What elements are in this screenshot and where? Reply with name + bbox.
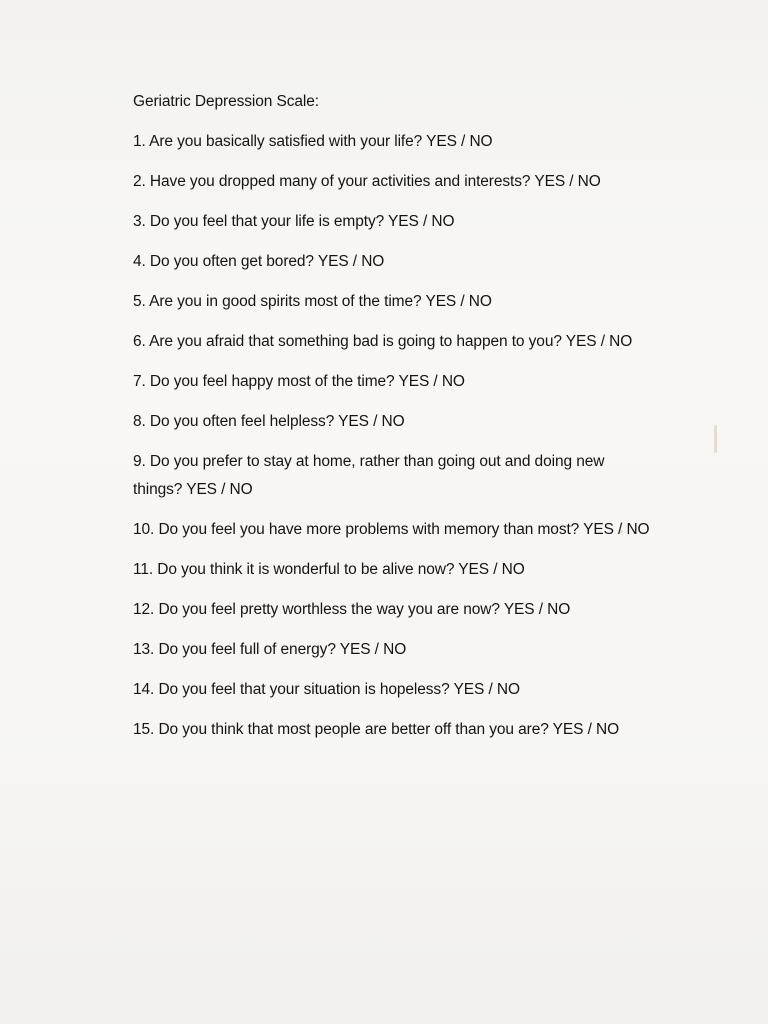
paper-mark (714, 425, 717, 453)
question-11: 11. Do you think it is wonderful to be alive now? YES / NO (133, 561, 525, 578)
question-1: 1. Are you basically satisfied with your life? YES / NO (133, 133, 493, 150)
document-title: Geriatric Depression Scale: (133, 93, 319, 110)
question-12: 12. Do you feel pretty worthless the way you are now? YES / NO (133, 601, 571, 618)
question-7: 7. Do you feel happy most of the time? YES / NO (133, 373, 465, 390)
question-2: 2. Have you dropped many of your activities and interests? YES / NO (133, 173, 601, 190)
question-15: 15. Do you think that most people are better off than you are? YES / NO (133, 721, 620, 738)
question-5: 5. Are you in good spirits most of the time? YES / NO (133, 293, 492, 310)
question-14: 14. Do you feel that your situation is hopeless? YES / NO (133, 681, 520, 698)
question-8: 8. Do you often feel helpless? YES / NO (133, 413, 405, 430)
question-10: 10. Do you feel you have more problems with memory than most? YES / NO (133, 521, 650, 538)
question-6: 6. Are you afraid that something bad is going to happen to you? YES / NO (133, 333, 633, 350)
question-4: 4. Do you often get bored? YES / NO (133, 253, 385, 270)
document-body (133, 88, 653, 756)
question-3: 3. Do you feel that your life is empty? YES / NO (133, 213, 455, 230)
question-9: 9. Do you prefer to stay at home, rather than going out and doing new things? YES / NO (133, 453, 605, 498)
question-13: 13. Do you feel full of energy? YES / NO (133, 641, 407, 658)
